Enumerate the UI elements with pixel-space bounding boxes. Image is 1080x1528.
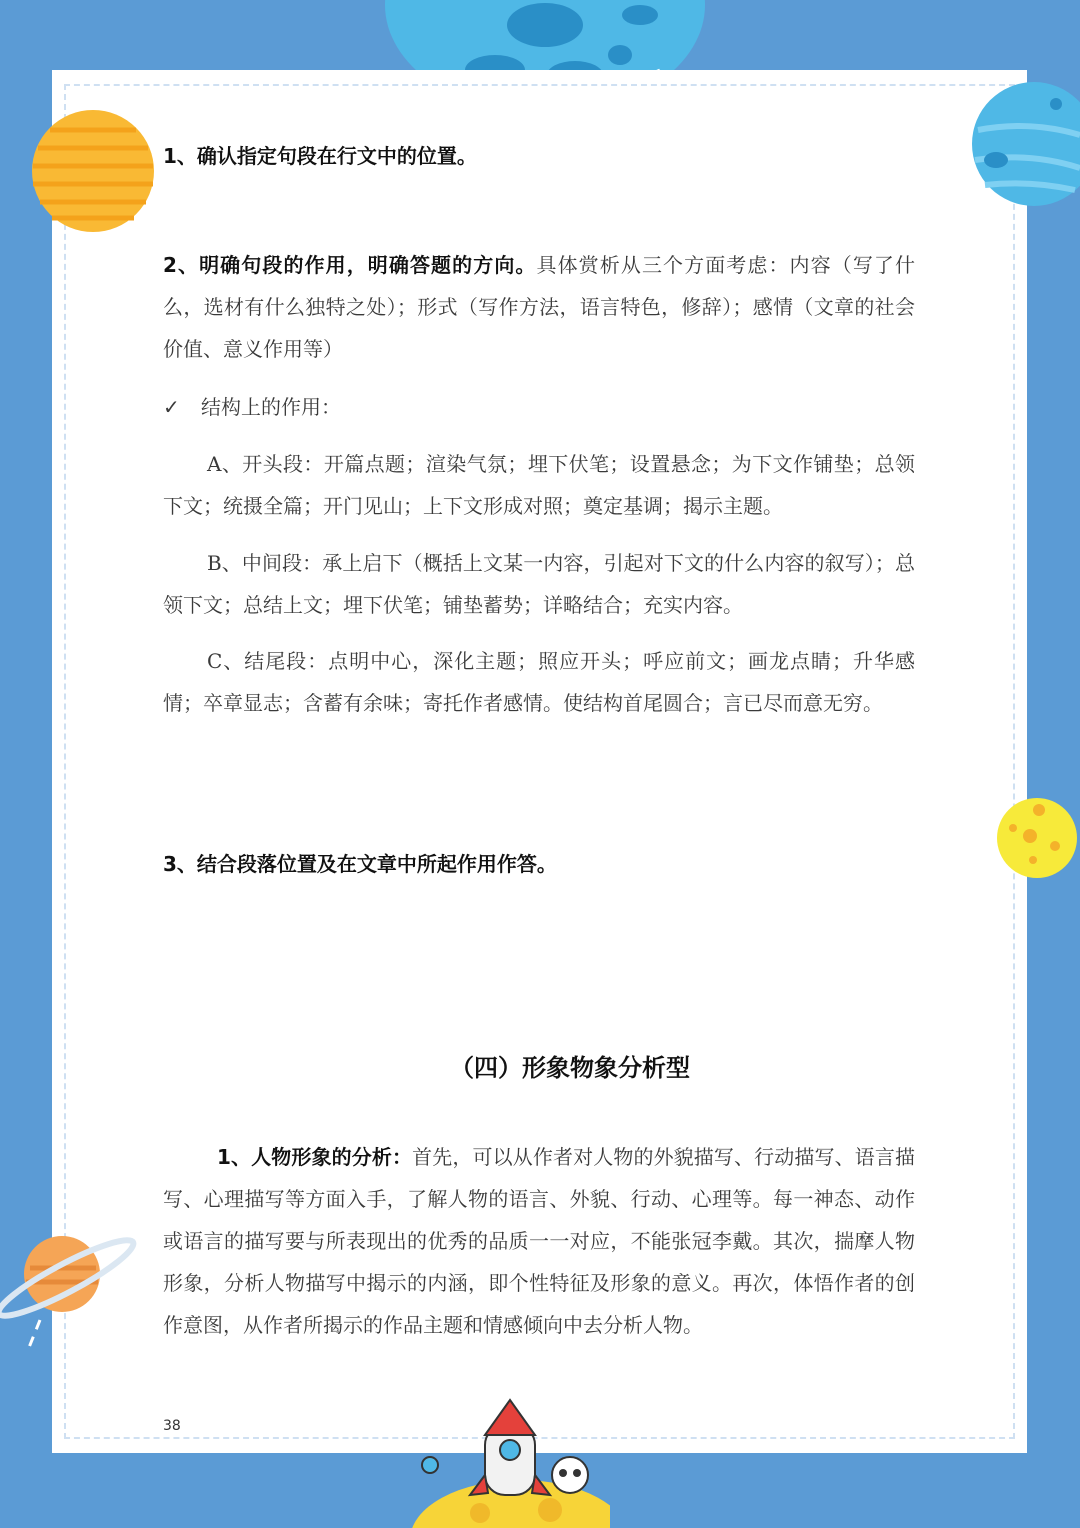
item3-title: 3、结合段落位置及在文章中所起作用作答。 xyxy=(163,852,557,876)
check-icon: ✓ xyxy=(163,395,180,419)
character-paragraph xyxy=(163,1136,915,1346)
yellow-planet-icon xyxy=(995,798,1080,878)
character-body: 首先，可以从作者对人物的外貌描写、行动描写、语言描写、心理描写等方面入手，了解人物的语言、外貌、行动、心理等。每一神态、动作或语言的描写要与所表现出的优秀的品质一一对应，不能张冠李戴。其次，揣摩人物形象，分析人物描写中揭示的内涵，即个性特征及形象的意义。再次，体悟作者的创作意图，从作者所揭示的作品主题和情感倾向中去分析人物。 xyxy=(163,1145,916,1337)
item2-title: 2、明确句段的作用，明确答题的方向。 xyxy=(163,253,537,277)
section-title: （四）形象物象分析型 xyxy=(450,1054,690,1082)
orange-planet-icon xyxy=(30,108,156,234)
item2-paragraph xyxy=(163,244,915,370)
character-title: 1、人物形象的分析： xyxy=(217,1145,413,1169)
structure-heading-row xyxy=(163,386,915,428)
blue-planet-right-icon xyxy=(970,80,1080,208)
saturn-icon xyxy=(0,1228,140,1358)
structure-item-b: B、中间段：承上启下（概括上文某一内容，引起对下文的什么内容的叙写）；总领下文；总结上文；埋下伏笔；铺垫蓄势；详略结合；充实内容。 xyxy=(163,551,915,617)
item1-title: 1、确认指定句段在行文中的位置。 xyxy=(163,144,477,168)
structure-item-c: C、结尾段：点明中心，深化主题；照应开头；呼应前文；画龙点睛；升华感情；卒章显志；含蓄有余味；寄托作者感情。使结构首尾圆合；言已尽而意无穷。 xyxy=(163,649,915,715)
item2-body: 具体赏析从三个方面考虑：内容（写了什么，选材有什么独特之处）；形式（写作方法，语言特色，修辞）；感情（文章的社会价值、意义作用等） xyxy=(163,253,915,361)
structure-item-a: A、开头段：开篇点题；渲染气氛；埋下伏笔；设置悬念；为下文作铺垫；总领下文；统摄全篇；开门见山；上下文形成对照；奠定基调；揭示主题。 xyxy=(163,452,915,518)
rocket-moon-illustration xyxy=(410,1395,610,1528)
structure-heading: 结构上的作用： xyxy=(201,395,341,419)
page-number: 38 xyxy=(163,1418,181,1434)
